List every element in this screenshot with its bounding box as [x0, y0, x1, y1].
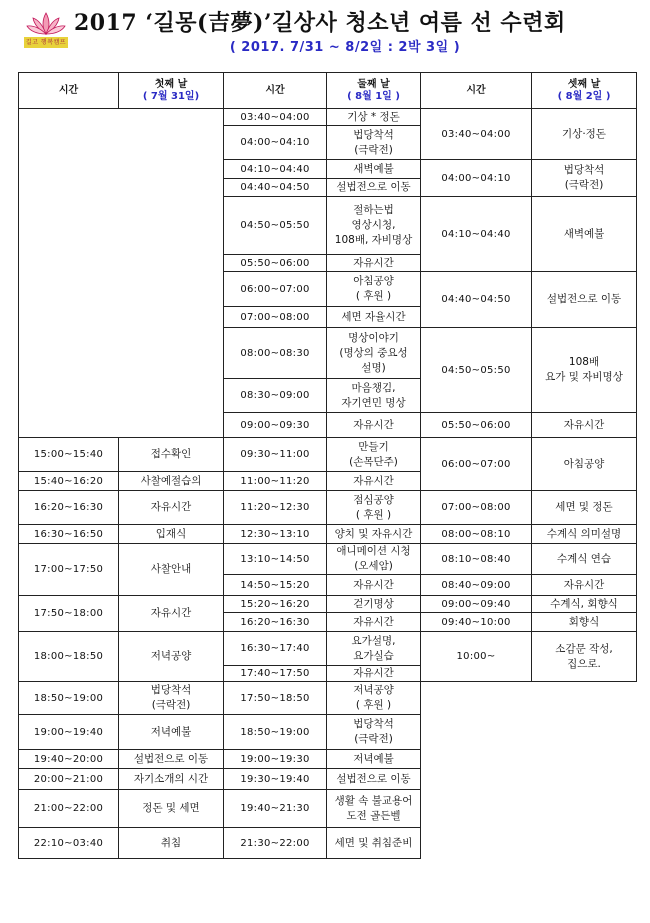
day2-activity: 아침공양 ( 후원 ) [327, 272, 421, 307]
day3-activity: 수계식 연습 [532, 544, 637, 575]
day2-time: 19:00~19:30 [224, 750, 327, 769]
day2-activity: 요가설명, 요가실습 [327, 632, 421, 666]
day1-activity: 사찰안내 [119, 544, 224, 596]
day3-time: 08:10~08:40 [421, 544, 532, 575]
day2-time: 14:50~15:20 [224, 575, 327, 596]
table-row [19, 632, 637, 666]
day3-time: 08:00~08:10 [421, 525, 532, 544]
col-header-time-2: 시간 [224, 73, 327, 109]
day2-activity: 세면 및 취침준비 [327, 828, 421, 859]
day2-time: 03:40~04:00 [224, 109, 327, 126]
day1-time: 19:00~19:40 [19, 715, 119, 750]
day1-activity: 입재식 [119, 525, 224, 544]
day2-activity: 애니메이션 시청 (오세암) [327, 544, 421, 575]
day2-activity: 명상이야기 (명상의 중요성 설명) [327, 328, 421, 379]
col-header-day3 [532, 73, 637, 109]
day1-name: 첫째 날 [154, 78, 188, 90]
day2-activity: 설법전으로 이동 [327, 179, 421, 197]
day1-time: 18:50~19:00 [19, 682, 119, 715]
day3-empty-block [421, 682, 637, 859]
day1-activity: 접수확인 [119, 438, 224, 472]
day2-activity: 설법전으로 이동 [327, 769, 421, 790]
day2-time: 11:00~11:20 [224, 472, 327, 491]
page-subtitle: ( 2017. 7/31 ~ 8/2일 : 2박 3일 ) [229, 40, 461, 55]
day1-time: 15:40~16:20 [19, 472, 119, 491]
page-title: 2017 ‘길몽(吉夢)’길상사 청소년 여름 선 수련회 [74, 10, 566, 36]
day1-activity: 자유시간 [119, 596, 224, 632]
day1-empty-block [19, 109, 224, 438]
day1-activity: 법당착석 (극락전) [119, 682, 224, 715]
day2-activity: 자유시간 [327, 575, 421, 596]
day2-activity: 만들기 (손목단주) [327, 438, 421, 472]
day2-activity: 새벽예불 [327, 160, 421, 179]
day3-time: 04:40~04:50 [421, 272, 532, 328]
day3-time: 10:00~ [421, 632, 532, 682]
day3-activity: 108배 요가 및 자비명상 [532, 328, 637, 413]
day3-name: 셋째 날 [567, 78, 601, 90]
day2-activity: 양치 및 자유시간 [327, 525, 421, 544]
day2-activity: 자유시간 [327, 255, 421, 272]
col-header-time-3: 시간 [421, 73, 532, 109]
day1-activity: 사찰예절습의 [119, 472, 224, 491]
schedule-table [18, 72, 637, 859]
day2-time: 09:30~11:00 [224, 438, 327, 472]
day2-activity: 절하는법 영상시청, 108배, 자비명상 [327, 197, 421, 255]
day3-activity: 설법전으로 이동 [532, 272, 637, 328]
day2-time: 13:10~14:50 [224, 544, 327, 575]
day1-time: 18:00~18:50 [19, 632, 119, 682]
day3-date: ( 8월 2일 ) [557, 90, 611, 102]
table-row [19, 596, 637, 613]
day2-activity: 법당착석 (극락전) [327, 126, 421, 160]
col-header-time-1: 시간 [19, 73, 119, 109]
day2-time: 12:30~13:10 [224, 525, 327, 544]
table-row [19, 544, 637, 575]
day3-time: 09:00~09:40 [421, 596, 532, 613]
day1-activity: 설법전으로 이동 [119, 750, 224, 769]
day2-time: 17:40~17:50 [224, 666, 327, 682]
day2-time: 16:20~16:30 [224, 613, 327, 632]
day1-time: 15:00~15:40 [19, 438, 119, 472]
day2-activity: 자유시간 [327, 666, 421, 682]
day3-activity: 회향식 [532, 613, 637, 632]
day1-time: 16:20~16:30 [19, 491, 119, 525]
logo-badge: 길고 행복캠프 [25, 39, 67, 46]
day2-activity: 점심공양 ( 후원 ) [327, 491, 421, 525]
day2-activity: 저녁공양 ( 후원 ) [327, 682, 421, 715]
day2-time: 15:20~16:20 [224, 596, 327, 613]
day2-activity: 세면 자율시간 [327, 307, 421, 328]
day3-activity: 자유시간 [532, 413, 637, 438]
day3-activity: 새벽예불 [532, 197, 637, 272]
day3-activity: 수계식, 회향식 [532, 596, 637, 613]
day2-time: 05:50~06:00 [224, 255, 327, 272]
col-header-day1 [119, 73, 224, 109]
day2-time: 08:30~09:00 [224, 379, 327, 413]
day1-activity: 취침 [119, 828, 224, 859]
day2-time: 04:50~05:50 [224, 197, 327, 255]
day2-time: 11:20~12:30 [224, 491, 327, 525]
day2-time: 04:00~04:10 [224, 126, 327, 160]
day3-activity: 세면 및 정돈 [532, 491, 637, 525]
day2-activity: 자유시간 [327, 613, 421, 632]
day2-date: ( 8월 1일 ) [347, 90, 400, 102]
day3-activity: 자유시간 [532, 575, 637, 596]
day1-activity: 정돈 및 세면 [119, 790, 224, 828]
day2-activity: 마음챙김, 자기연민 명상 [327, 379, 421, 413]
table-row [19, 109, 637, 126]
day3-activity: 기상·정돈 [532, 109, 637, 160]
day2-time: 19:30~19:40 [224, 769, 327, 790]
day1-date: ( 7월 31일) [142, 90, 200, 102]
lotus-icon [24, 10, 68, 38]
day3-time: 06:00~07:00 [421, 438, 532, 491]
day2-name: 둘째 날 [357, 78, 390, 90]
day1-time: 17:00~17:50 [19, 544, 119, 596]
day3-time: 04:10~04:40 [421, 197, 532, 272]
table-row [19, 438, 637, 472]
day2-activity: 걷기명상 [327, 596, 421, 613]
day1-time: 20:00~21:00 [19, 769, 119, 790]
table-row [19, 491, 637, 525]
day3-time: 05:50~06:00 [421, 413, 532, 438]
day1-time: 21:00~22:00 [19, 790, 119, 828]
day3-time: 03:40~04:00 [421, 109, 532, 160]
day3-activity: 아침공양 [532, 438, 637, 491]
day3-activity: 수계식 의미설명 [532, 525, 637, 544]
day2-time: 08:00~08:30 [224, 328, 327, 379]
day2-time: 19:40~21:30 [224, 790, 327, 828]
day3-time: 04:00~04:10 [421, 160, 532, 197]
day1-activity: 저녁공양 [119, 632, 224, 682]
day3-time: 04:50~05:50 [421, 328, 532, 413]
day2-time: 07:00~08:00 [224, 307, 327, 328]
day1-activity: 자기소개의 시간 [119, 769, 224, 790]
day2-activity: 자유시간 [327, 472, 421, 491]
day1-activity: 저녁예불 [119, 715, 224, 750]
day2-activity: 생활 속 불교용어 도전 골든벨 [327, 790, 421, 828]
day2-time: 09:00~09:30 [224, 413, 327, 438]
day2-time: 17:50~18:50 [224, 682, 327, 715]
day2-activity: 법당착석 (극락전) [327, 715, 421, 750]
day1-time: 19:40~20:00 [19, 750, 119, 769]
day3-time: 07:00~08:00 [421, 491, 532, 525]
day1-activity: 자유시간 [119, 491, 224, 525]
day3-activity: 법당착석 (극락전) [532, 160, 637, 197]
day2-time: 18:50~19:00 [224, 715, 327, 750]
day2-time: 04:10~04:40 [224, 160, 327, 179]
day3-activity: 소감문 작성, 집으로. [532, 632, 637, 682]
day2-activity: 기상 * 정돈 [327, 109, 421, 126]
day3-time: 09:40~10:00 [421, 613, 532, 632]
day1-time: 17:50~18:00 [19, 596, 119, 632]
day2-activity: 자유시간 [327, 413, 421, 438]
day2-time: 04:40~04:50 [224, 179, 327, 197]
day3-time: 08:40~09:00 [421, 575, 532, 596]
table-row [19, 682, 637, 715]
col-header-day2 [327, 73, 421, 109]
header-row [19, 73, 637, 109]
day2-time: 16:30~17:40 [224, 632, 327, 666]
table-row [19, 525, 637, 544]
day2-activity: 저녁예불 [327, 750, 421, 769]
day1-time: 16:30~16:50 [19, 525, 119, 544]
day1-time: 22:10~03:40 [19, 828, 119, 859]
day2-time: 06:00~07:00 [224, 272, 327, 307]
page-header [0, 0, 650, 62]
day2-time: 21:30~22:00 [224, 828, 327, 859]
